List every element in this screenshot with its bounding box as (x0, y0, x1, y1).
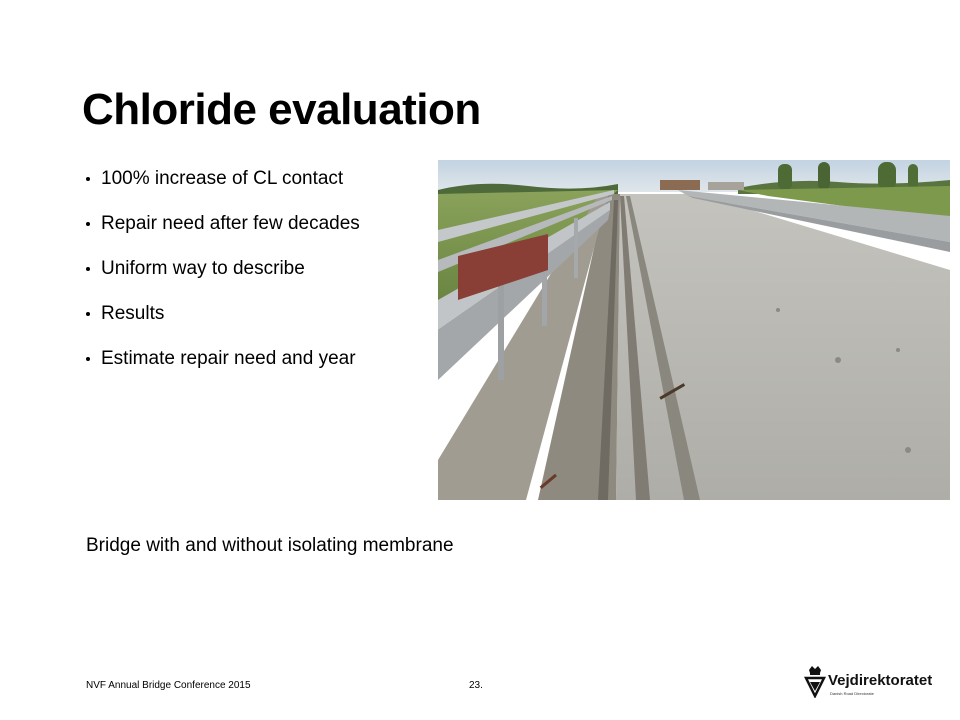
photo-caption: Bridge with and without isolating membrane (86, 535, 454, 556)
bullet-dot-icon (86, 177, 90, 181)
logo-subtitle: Danish Road Directorate (830, 691, 874, 696)
bridge-photo (438, 160, 950, 500)
logo-name: Vejdirektoratet (828, 672, 933, 689)
crown-shield-icon (804, 664, 826, 698)
bullet-item: Results (86, 302, 360, 325)
bullet-dot-icon (86, 267, 90, 271)
bullet-dot-icon (86, 222, 90, 226)
bullet-dot-icon (86, 312, 90, 316)
bullet-item: Repair need after few decades (86, 212, 360, 235)
slide-title: Chloride evaluation (82, 85, 481, 134)
bullet-item: 100% increase of CL contact (86, 167, 360, 190)
bullet-item: Uniform way to describe (86, 257, 360, 280)
bullet-item: Estimate repair need and year (86, 347, 360, 370)
page-number: 23. (469, 680, 483, 691)
footer-conference: NVF Annual Bridge Conference 2015 (86, 680, 251, 691)
bullet-dot-icon (86, 357, 90, 361)
bullet-list (86, 167, 360, 392)
vejdirektoratet-logo (804, 664, 944, 700)
